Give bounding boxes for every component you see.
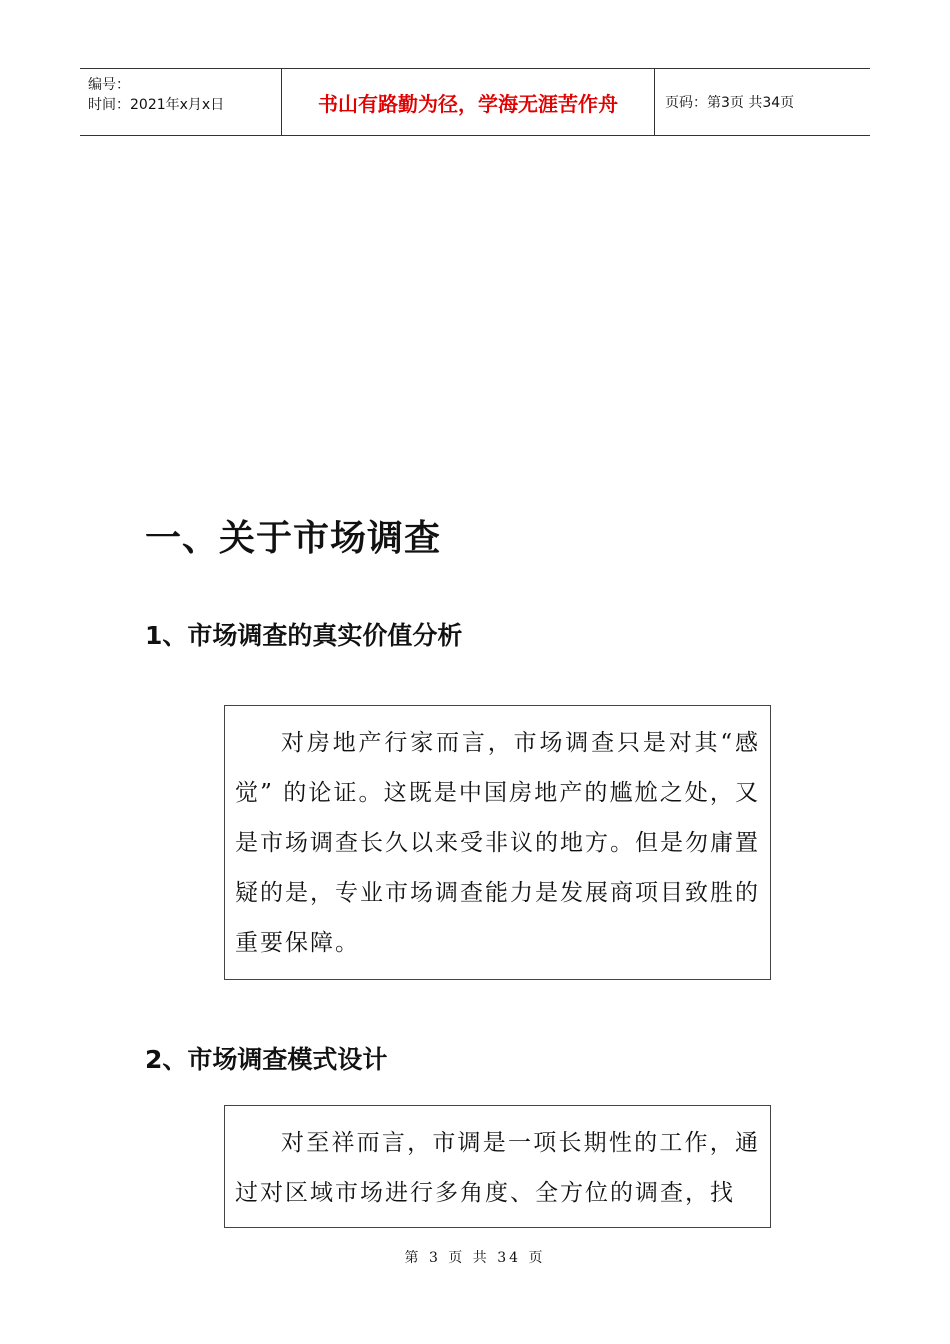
document-header <box>80 68 870 136</box>
page-footer: 第 3 页 共 34 页 <box>404 1250 546 1266</box>
section-1-text: 对房地产行家而言，市场调查只是对其“感觉” 的论证。这既是中国房地产的尴尬之处，又是市场调查长久以来受非议的地方。但是勿庸置疑的是，专业市场调查能力是发展商项目致胜的重要保障。 <box>235 730 760 956</box>
section-2-textbox <box>224 1105 771 1228</box>
main-heading: 一、关于市场调查 <box>145 518 442 559</box>
header-page-info: 页码：第3页 共34页 <box>665 95 795 111</box>
section-2-text: 对至祥而言，市调是一项长期性的工作，通过对区域市场进行多角度、全方位的调查，找 <box>235 1130 760 1206</box>
header-meta <box>80 69 281 135</box>
section-1-textbox <box>224 705 771 980</box>
section-2-title: 2、市场调查模式设计 <box>145 1045 388 1074</box>
code-label: 编号： <box>88 77 130 93</box>
time-label: 时间：2021年x月x日 <box>88 97 225 113</box>
section-1-title: 1、市场调查的真实价值分析 <box>145 621 463 650</box>
header-motto: 书山有路勤为径，学海无涯苦作舟 <box>281 69 655 135</box>
